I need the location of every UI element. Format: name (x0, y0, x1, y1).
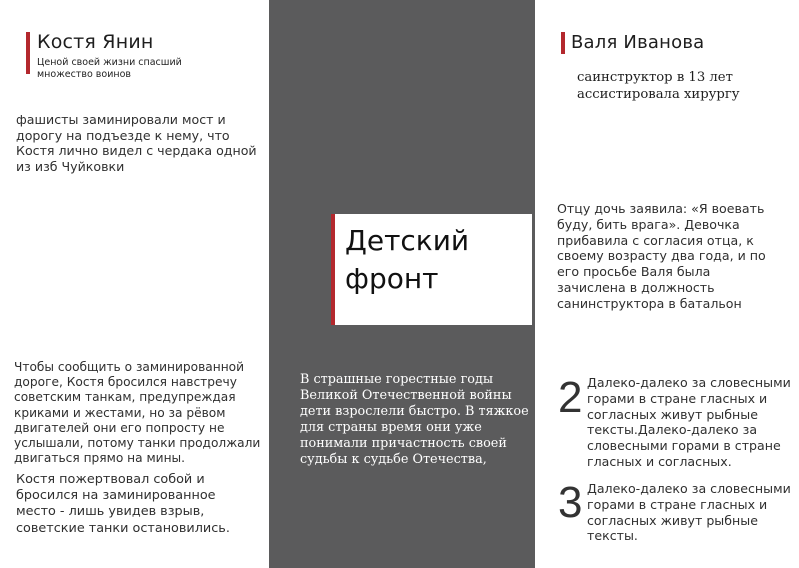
middle-paragraph: В страшные горестные годы Великой Отечественной войны дети взрослели быстро. В тяжкое для страны время они уже понимали причастность своей судьбы к судьбе Отечества, (300, 372, 529, 467)
item-text-3: Далеко-далеко за словесными горами в стране гласных и согласных живут рыбные тексты. (587, 481, 791, 544)
right-subtitle: саинструктор в 13 лет ассистировала хирургу (577, 70, 740, 102)
item-number-3: 3 (558, 478, 583, 527)
item-text-2: Далеко-далеко за словесными горами в стране гласных и согласных живут рыбные тексты.Далеко-далеко за словесными горами в стране гласных и согласных. (587, 375, 791, 469)
right-name: Валя Иванова (571, 32, 705, 53)
item-number-2: 2 (558, 373, 583, 422)
accent-bar-right (561, 32, 565, 54)
title-box (331, 214, 532, 325)
accent-bar-left (26, 32, 30, 74)
page-title: Детский фронт (345, 224, 470, 295)
accent-bar-title (331, 214, 335, 325)
right-paragraph-1: Отцу дочь заявила: «Я воевать буду, бить врага». Девочка прибавила с согласия отца, к своему возрасту два года, и по его просьбе Валя была зачислена в должность санинструктора в батальон (557, 201, 766, 311)
left-paragraph-3: Костя пожертвовал собой и бросился на заминированное место - лишь увидев взрыв, советские танки остановились. (16, 472, 230, 536)
left-paragraph-2: Чтобы сообщить о заминированной дороге, Костя бросился навстречу советским танкам, предупреждая криками и жестами, но за рёвом двигателей они его попросту не услышали, потому танки продолжали двигаться прямо на мины. (14, 360, 261, 466)
left-paragraph-1: фашисты заминировали мост и дорогу на подъезде к нему, что Костя лично видел с чердака одной из изб Чуйковки (16, 112, 257, 174)
left-subtitle: Ценой своей жизни спасший множество воинов (37, 57, 182, 80)
left-name: Костя Янин (37, 31, 154, 53)
